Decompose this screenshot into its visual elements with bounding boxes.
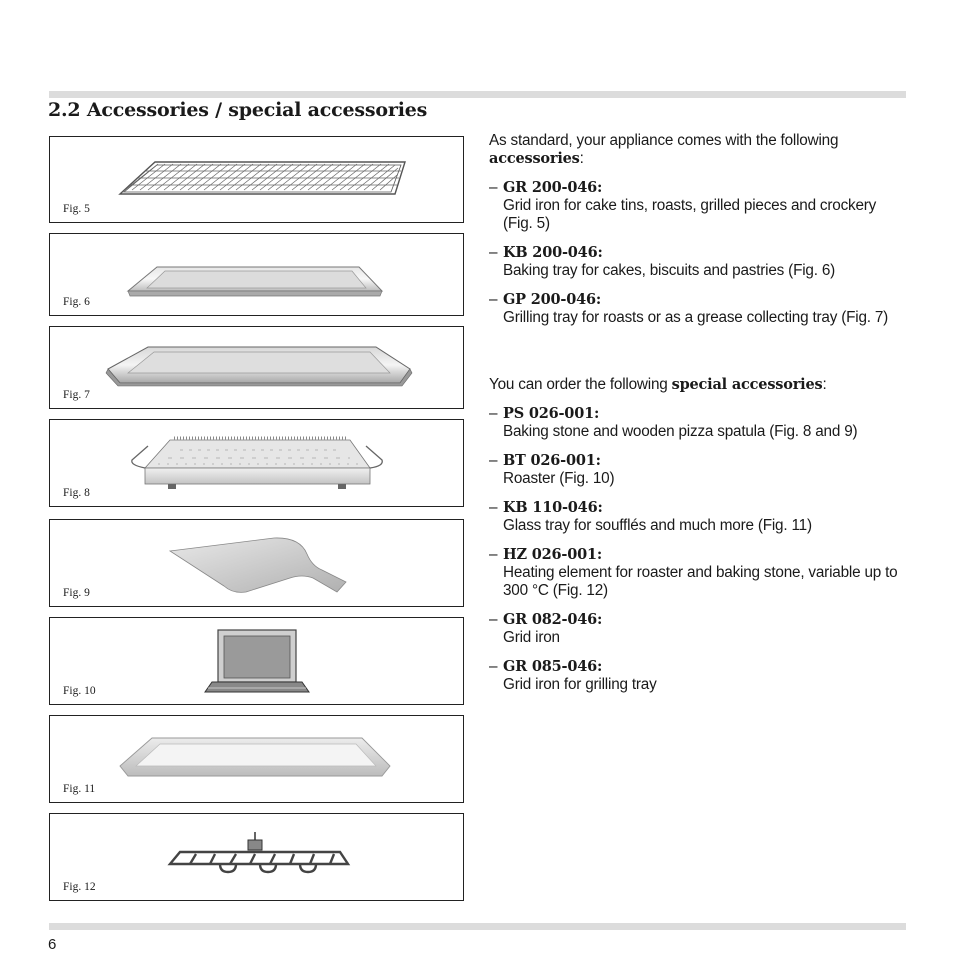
figure-label: Fig. 5 [63, 203, 90, 215]
list-item: – BT 026-001: Roaster (Fig. 10) [489, 452, 615, 487]
list-item: – HZ 026-001: Heating element for roaster and baking stone, variable up to 300 °C (Fig. 12) [489, 546, 898, 599]
heating-element-icon [50, 814, 465, 902]
list-item: – GP 200-046: Grilling tray for roasts or as a grease collecting tray (Fig. 7) [489, 291, 889, 326]
list-item: – PS 026-001: Baking stone and wooden pizza spatula (Fig. 8 and 9) [489, 405, 858, 440]
figure-8 [49, 419, 464, 507]
pizza-spatula-icon [50, 520, 465, 608]
figure-label: Fig. 12 [63, 881, 96, 893]
figure-9 [49, 519, 464, 607]
figure-10 [49, 617, 464, 705]
accessory-description [489, 132, 909, 694]
figure-label: Fig. 6 [63, 296, 90, 308]
special-intro: You can order the following special accessories: [489, 376, 827, 393]
list-item: – KB 200-046: Baking tray for cakes, biscuits and pastries (Fig. 6) [489, 244, 836, 279]
list-item: – GR 082-046: Grid iron [489, 611, 603, 646]
figure-11 [49, 715, 464, 803]
baking-stone-icon [50, 420, 465, 508]
grid-shelf-icon [50, 137, 465, 224]
figure-label: Fig. 7 [63, 389, 90, 401]
figure-label: Fig. 10 [63, 685, 96, 697]
top-rule [49, 91, 906, 98]
figure-12 [49, 813, 464, 901]
figure-5 [49, 136, 464, 223]
figure-label: Fig. 9 [63, 587, 90, 599]
bottom-rule [49, 923, 906, 930]
roaster-icon [50, 618, 465, 706]
list-item: – GR 200-046: Grid iron for cake tins, roasts, grilled pieces and crockery (Fig. 5) [489, 179, 877, 232]
figure-6 [49, 233, 464, 316]
section-heading: 2.2 Accessories / special accessories [48, 99, 428, 121]
standard-intro: As standard, your appliance comes with the following accessories: [489, 132, 839, 167]
glass-tray-icon [50, 716, 465, 804]
baking-tray-icon [50, 234, 465, 317]
figure-7 [49, 326, 464, 409]
figure-label: Fig. 11 [63, 783, 96, 795]
list-item: – GR 085-046: Grid iron for grilling tray [489, 658, 657, 693]
page-number: 6 [48, 936, 57, 953]
grilling-tray-icon [50, 327, 465, 410]
figure-label: Fig. 8 [63, 487, 90, 499]
list-item: – KB 110-046: Glass tray for soufflés and much more (Fig. 11) [489, 499, 812, 534]
